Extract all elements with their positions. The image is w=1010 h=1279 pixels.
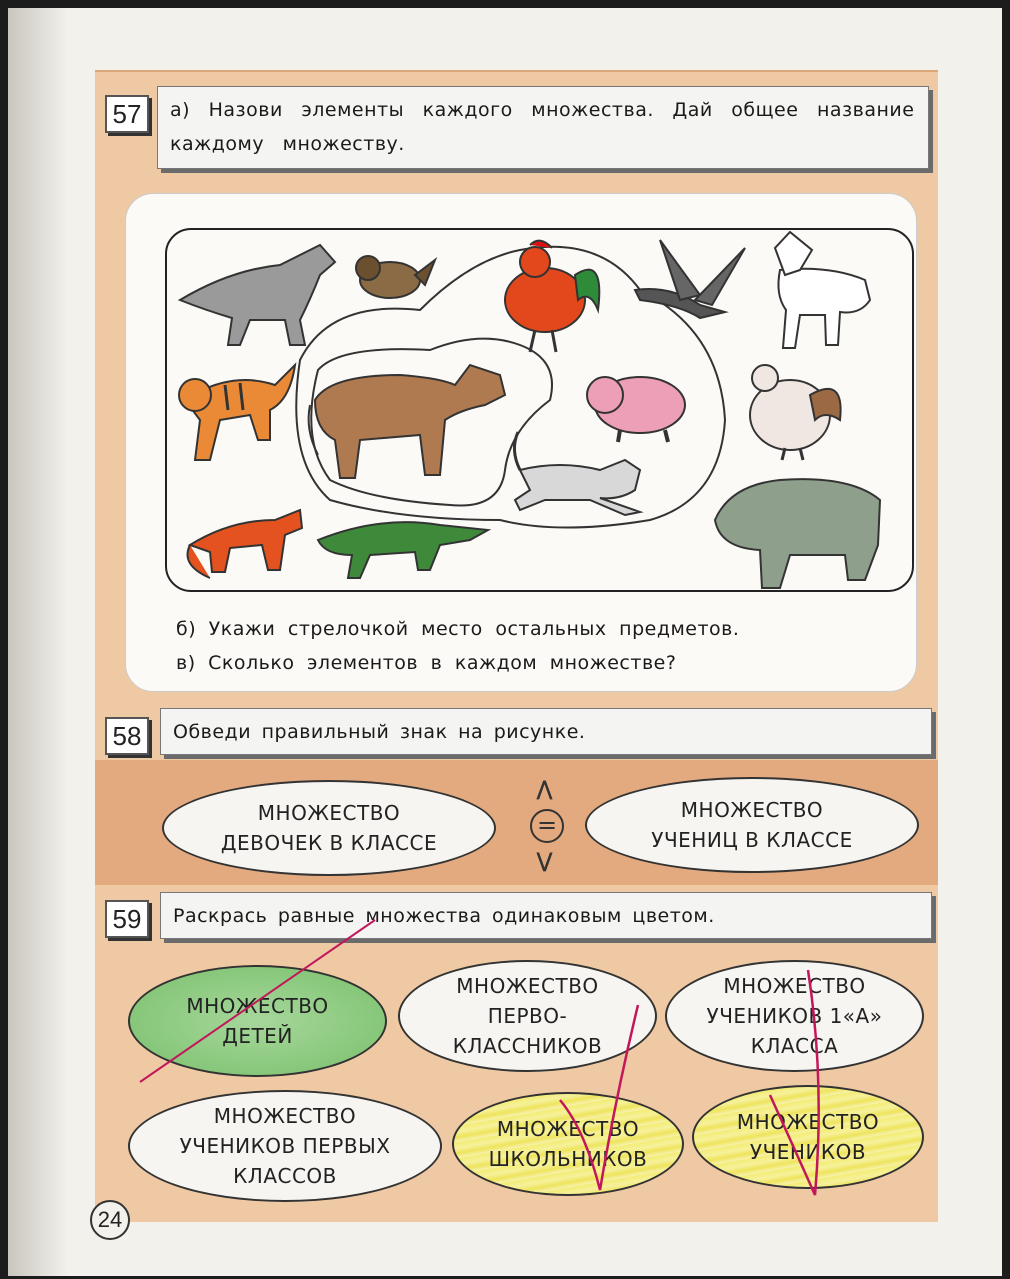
task-57-part-b: б) Укажи стрелочкой место остальных предметов. <box>176 618 740 640</box>
oval-schoolchildren[interactable]: МНОЖЕСТВО ШКОЛЬНИКОВ <box>452 1092 684 1196</box>
equals-sign[interactable]: = <box>530 809 564 843</box>
comparison-signs <box>522 775 572 875</box>
oval-students[interactable]: МНОЖЕСТВО УЧЕНИКОВ <box>692 1085 924 1189</box>
less-than-sign[interactable]: < <box>527 777 562 803</box>
page-binding-shadow <box>8 8 68 1276</box>
task-57-questions <box>170 612 922 680</box>
task-number-58: 58 <box>105 717 149 755</box>
oval-schoolgirls-in-class: МНОЖЕСТВО УЧЕНИЦ В КЛАССЕ <box>585 777 919 873</box>
outer-set-frame <box>165 228 914 592</box>
task-57-part-c: в) Сколько элементов в каждом множестве? <box>176 652 677 674</box>
task-number-59: 59 <box>105 900 149 938</box>
greater-than-sign[interactable]: > <box>527 849 562 875</box>
task-number-57: 57 <box>105 95 149 133</box>
oval-first-grade-students[interactable]: МНОЖЕСТВО УЧЕНИКОВ ПЕРВЫХ КЛАССОВ <box>128 1090 442 1202</box>
oval-first-graders[interactable]: МНОЖЕСТВО ПЕРВО- КЛАССНИКОВ <box>398 960 657 1072</box>
task-59-instruction: Раскрась равные множества одинаковым цветом. <box>160 892 932 939</box>
task-57-instruction: а) Назови элементы каждого множества. Дай общее название каждому множеству. <box>157 86 929 169</box>
oval-girls-in-class: МНОЖЕСТВО ДЕВОЧЕК В КЛАССЕ <box>162 780 496 876</box>
page-number: 24 <box>90 1200 130 1240</box>
task-58-instruction: Обведи правильный знак на рисунке. <box>160 708 932 755</box>
oval-class-1a-students[interactable]: МНОЖЕСТВО УЧЕНИКОВ 1«А» КЛАССА <box>665 960 924 1072</box>
oval-children[interactable]: МНОЖЕСТВО ДЕТЕЙ <box>128 965 387 1077</box>
